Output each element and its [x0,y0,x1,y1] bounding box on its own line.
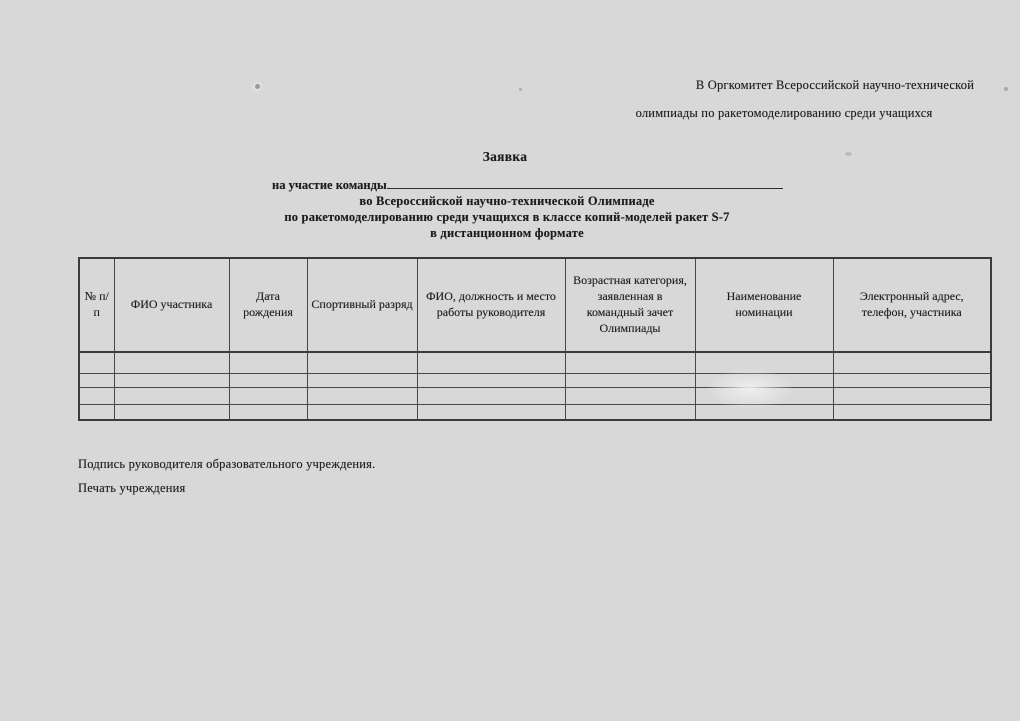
table-cell [229,373,307,387]
team-name-blank-line [387,176,783,189]
table-cell [114,387,229,404]
col-header-index: № п/п [79,258,114,352]
signature-line: Подпись руководителя образовательного учреждения. [78,457,376,471]
scan-speck [519,88,522,91]
stamp-line: Печать учреждения [78,481,186,495]
table-cell [565,404,695,420]
table-cell [695,373,833,387]
table-row [79,387,991,404]
table-cell [565,373,695,387]
col-header-birth-date: Дата рождения [229,258,307,352]
col-header-age-category: Возрастная категория, заявленная в командный зачет Олимпиады [565,258,695,352]
table-cell [114,404,229,420]
table-cell [114,352,229,373]
document-title: Заявка [482,149,528,164]
table-cell [695,352,833,373]
table-cell [565,387,695,404]
addressee-line-1: В Оргкомитет Всероссийской научно-технической [695,78,975,92]
col-header-participant-name: ФИО участника [114,258,229,352]
table-cell [307,404,417,420]
table-cell [565,352,695,373]
scan-speck [845,152,852,156]
team-name-label: на участие команды [272,178,387,192]
scan-speck [255,84,260,89]
col-header-sport-rank: Спортивный разряд [307,258,417,352]
table-cell [79,387,114,404]
table-cell [79,352,114,373]
scan-speck [1004,87,1008,91]
team-name-line [272,176,783,193]
table-cell [79,373,114,387]
table-cell [417,404,565,420]
table-cell [229,352,307,373]
title-line-class: по ракетомоделированию среди учащихся в классе копий-моделей ракет S-7 [284,210,730,224]
table-cell [833,352,991,373]
table-cell [417,373,565,387]
col-header-contact: Электронный адрес, телефон, участника [833,258,991,352]
table-cell [417,387,565,404]
col-header-supervisor: ФИО, должность и место работы руководителя [417,258,565,352]
table-cell [307,373,417,387]
table-row [79,404,991,420]
table-cell [833,373,991,387]
table-cell [695,387,833,404]
table-cell [307,387,417,404]
table-header-row [79,258,991,352]
col-header-nomination: Наименование номинации [695,258,833,352]
participants-table [78,257,992,421]
table-cell [307,352,417,373]
table-cell [417,352,565,373]
table-cell [114,373,229,387]
table-cell [229,404,307,420]
table-row [79,373,991,387]
table-cell [833,387,991,404]
table-cell [695,404,833,420]
addressee-line-2: олимпиады по ракетомоделированию среди учащихся [635,106,933,120]
table-row [79,352,991,373]
table-cell [79,404,114,420]
title-line-olympiad: во Всероссийской научно-технической Олимпиаде [359,194,655,208]
table-cell [833,404,991,420]
table-cell [229,387,307,404]
title-line-format: в дистанционном формате [430,226,584,240]
